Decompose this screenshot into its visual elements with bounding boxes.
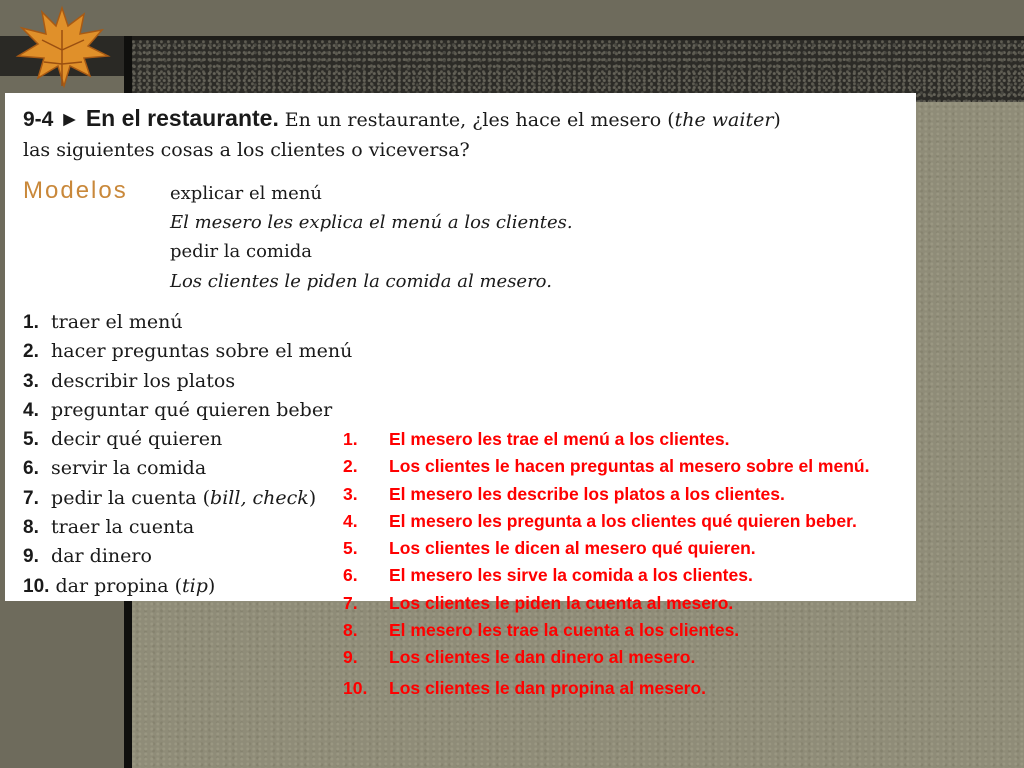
- answer-item: 9. Los clientes le dan dinero al mesero.: [343, 647, 696, 668]
- answer-item: 5. Los clientes le dicen al mesero qué quieren.: [343, 538, 756, 559]
- exercise-heading: En el restaurante.: [85, 105, 279, 131]
- answer-item: 1. El mesero les trae el menú a los clientes.: [343, 429, 730, 449]
- exercise-title: [23, 105, 781, 132]
- list-item: 6. servir la comida: [23, 457, 207, 480]
- answer-item: 8. El mesero les trae la cuenta a los clientes.: [343, 620, 740, 641]
- list-item: 8. traer la cuenta: [23, 516, 195, 539]
- answer-item: 6. El mesero les sirve la comida a los clientes.: [343, 565, 753, 586]
- answer-item: 7. Los clientes le piden la cuenta al mesero.: [343, 592, 734, 613]
- autumn-leaf-icon: [4, 0, 116, 92]
- list-item: 1. traer el menú: [23, 311, 183, 333]
- exercise-items-list: [23, 311, 352, 604]
- modelos-label: Modelos: [23, 177, 128, 204]
- list-item: 3. describir los platos: [23, 369, 236, 392]
- list-item: 4. preguntar qué quieren beber: [23, 398, 333, 421]
- exercise-number: 9-4 ►: [23, 108, 80, 131]
- answers-list: [343, 429, 869, 705]
- model-answer-1: El mesero les explica el menú a los clientes.: [170, 212, 573, 233]
- list-item: 7. pedir la cuenta (bill, check): [23, 486, 317, 509]
- model-prompt-2: pedir la comida: [170, 241, 312, 262]
- background-top-band: [0, 0, 1024, 36]
- answer-item: 2. Los clientes le hacen preguntas al mesero sobre el menú.: [343, 456, 870, 477]
- list-item: 9. dar dinero: [23, 545, 152, 568]
- list-item: 10. dar propina (tip): [23, 574, 216, 597]
- list-item: 2. hacer preguntas sobre el menú: [23, 340, 353, 363]
- exercise-intro-line2: las siguientes cosas a los clientes o viceversa?: [23, 139, 470, 161]
- answer-item: 10. Los clientes le dan propina al mesero.: [343, 677, 707, 698]
- list-item: 5. decir qué quieren: [23, 428, 223, 451]
- answer-item: 4. El mesero les pregunta a los clientes qué quieren beber.: [343, 510, 857, 531]
- model-prompt-1: explicar el menú: [170, 183, 323, 204]
- model-answer-2: Los clientes le piden la comida al mesero.: [170, 271, 552, 292]
- exercise-intro: En un restaurante, ¿les hace el mesero (the waiter): [284, 109, 781, 131]
- answer-item: 3. El mesero les describe los platos a los clientes.: [343, 483, 785, 504]
